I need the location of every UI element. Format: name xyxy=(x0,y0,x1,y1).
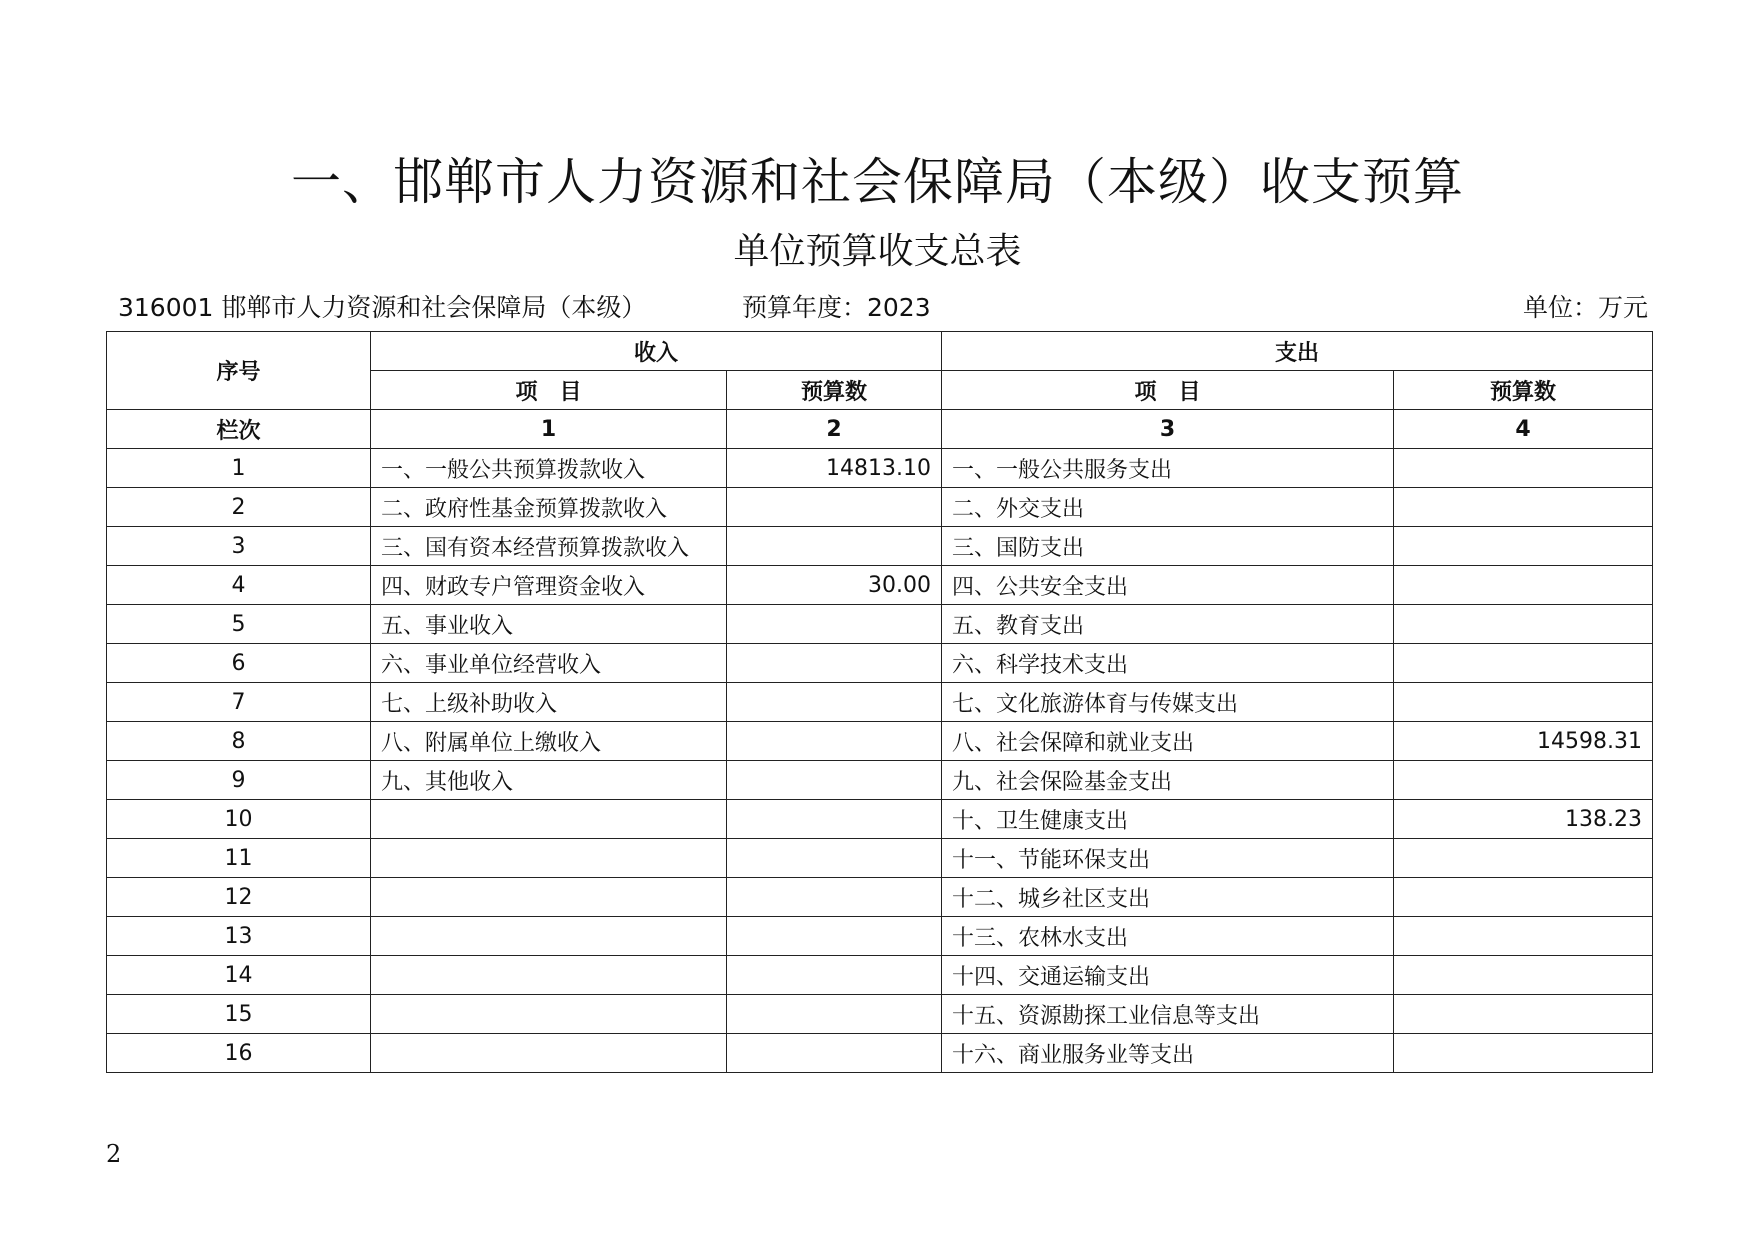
expense-amount: 138.23 xyxy=(1394,800,1653,839)
income-item: 二、政府性基金预算拨款收入 xyxy=(371,488,727,527)
table-row xyxy=(107,956,1653,995)
expense-item: 一、一般公共服务支出 xyxy=(942,449,1394,488)
table-row xyxy=(107,839,1653,878)
expense-item: 四、公共安全支出 xyxy=(942,566,1394,605)
expense-amount xyxy=(1394,761,1653,800)
col-order-2: 2 xyxy=(727,410,942,449)
expense-item: 十四、交通运输支出 xyxy=(942,956,1394,995)
table-row xyxy=(107,527,1653,566)
column-order-row xyxy=(107,410,1653,449)
meta-row xyxy=(118,291,1648,325)
expense-amount xyxy=(1394,995,1653,1034)
income-item xyxy=(371,878,727,917)
expense-amount xyxy=(1394,605,1653,644)
income-amount xyxy=(727,683,942,722)
expense-item: 十二、城乡社区支出 xyxy=(942,878,1394,917)
col-order-1: 1 xyxy=(371,410,727,449)
table-row xyxy=(107,1034,1653,1073)
expense-amount xyxy=(1394,1034,1653,1073)
expense-item: 八、社会保障和就业支出 xyxy=(942,722,1394,761)
page-title: 一、邯郸市人力资源和社会保障局（本级）收支预算 xyxy=(291,153,1464,211)
table-row xyxy=(107,644,1653,683)
expense-item: 三、国防支出 xyxy=(942,527,1394,566)
income-item: 九、其他收入 xyxy=(371,761,727,800)
table-row xyxy=(107,878,1653,917)
header-expense-amount: 预算数 xyxy=(1394,371,1653,410)
budget-year: 预算年度：2023 xyxy=(742,293,931,322)
expense-item: 十六、商业服务业等支出 xyxy=(942,1034,1394,1073)
income-amount xyxy=(727,995,942,1034)
expense-amount xyxy=(1394,917,1653,956)
header-income-item: 项 目 xyxy=(371,371,727,410)
table-row xyxy=(107,683,1653,722)
header-row-top xyxy=(107,332,1653,371)
row-number: 10 xyxy=(107,800,371,839)
expense-item: 二、外交支出 xyxy=(942,488,1394,527)
expense-item: 六、科学技术支出 xyxy=(942,644,1394,683)
expense-amount xyxy=(1394,527,1653,566)
row-number: 13 xyxy=(107,917,371,956)
income-amount: 14813.10 xyxy=(727,449,942,488)
income-amount xyxy=(727,1034,942,1073)
row-number: 15 xyxy=(107,995,371,1034)
row-number: 8 xyxy=(107,722,371,761)
expense-amount xyxy=(1394,839,1653,878)
row-number: 2 xyxy=(107,488,371,527)
header-seq: 序号 xyxy=(107,332,371,410)
income-item: 七、上级补助收入 xyxy=(371,683,727,722)
row-number: 1 xyxy=(107,449,371,488)
expense-amount xyxy=(1394,449,1653,488)
income-item: 一、一般公共预算拨款收入 xyxy=(371,449,727,488)
expense-item: 七、文化旅游体育与传媒支出 xyxy=(942,683,1394,722)
row-number: 12 xyxy=(107,878,371,917)
expense-item: 十五、资源勘探工业信息等支出 xyxy=(942,995,1394,1034)
col-order-3: 3 xyxy=(942,410,1394,449)
income-amount xyxy=(727,878,942,917)
table-row xyxy=(107,995,1653,1034)
income-amount xyxy=(727,956,942,995)
income-amount xyxy=(727,917,942,956)
header-expense: 支出 xyxy=(942,332,1653,371)
income-amount xyxy=(727,527,942,566)
income-item: 四、财政专户管理资金收入 xyxy=(371,566,727,605)
expense-amount xyxy=(1394,566,1653,605)
row-number: 14 xyxy=(107,956,371,995)
col-order-label: 栏次 xyxy=(107,410,371,449)
table-row xyxy=(107,800,1653,839)
income-item xyxy=(371,917,727,956)
income-item xyxy=(371,995,727,1034)
budget-summary-table xyxy=(106,331,1653,1073)
table-subtitle: 单位预算收支总表 xyxy=(733,231,1022,272)
income-item xyxy=(371,1034,727,1073)
header-expense-item: 项 目 xyxy=(942,371,1394,410)
row-number: 7 xyxy=(107,683,371,722)
expense-item: 十一、节能环保支出 xyxy=(942,839,1394,878)
row-number: 4 xyxy=(107,566,371,605)
table-row xyxy=(107,605,1653,644)
income-amount xyxy=(727,800,942,839)
table-row xyxy=(107,449,1653,488)
table-row xyxy=(107,917,1653,956)
income-item xyxy=(371,956,727,995)
expense-amount xyxy=(1394,488,1653,527)
income-amount xyxy=(727,644,942,683)
expense-item: 五、教育支出 xyxy=(942,605,1394,644)
row-number: 5 xyxy=(107,605,371,644)
income-item: 六、事业单位经营收入 xyxy=(371,644,727,683)
expense-amount: 14598.31 xyxy=(1394,722,1653,761)
expense-item: 十三、农林水支出 xyxy=(942,917,1394,956)
row-number: 3 xyxy=(107,527,371,566)
expense-item: 九、社会保险基金支出 xyxy=(942,761,1394,800)
income-amount xyxy=(727,605,942,644)
income-amount xyxy=(727,488,942,527)
header-income-amount: 预算数 xyxy=(727,371,942,410)
income-amount: 30.00 xyxy=(727,566,942,605)
expense-amount xyxy=(1394,956,1653,995)
table-row xyxy=(107,761,1653,800)
header-income: 收入 xyxy=(371,332,942,371)
expense-amount xyxy=(1394,683,1653,722)
expense-amount xyxy=(1394,878,1653,917)
row-number: 16 xyxy=(107,1034,371,1073)
row-number: 9 xyxy=(107,761,371,800)
table-row xyxy=(107,566,1653,605)
expense-amount xyxy=(1394,644,1653,683)
table-row xyxy=(107,722,1653,761)
row-number: 11 xyxy=(107,839,371,878)
col-order-4: 4 xyxy=(1394,410,1653,449)
income-item: 五、事业收入 xyxy=(371,605,727,644)
income-item: 三、国有资本经营预算拨款收入 xyxy=(371,527,727,566)
unit-code-name: 316001 邯郸市人力资源和社会保障局（本级） xyxy=(118,293,647,322)
table-row xyxy=(107,488,1653,527)
income-amount xyxy=(727,761,942,800)
currency-unit: 单位：万元 xyxy=(1522,293,1648,322)
expense-item: 十、卫生健康支出 xyxy=(942,800,1394,839)
income-item: 八、附属单位上缴收入 xyxy=(371,722,727,761)
income-amount xyxy=(727,722,942,761)
page-number: 2 xyxy=(106,1140,122,1168)
income-item xyxy=(371,839,727,878)
income-item xyxy=(371,800,727,839)
row-number: 6 xyxy=(107,644,371,683)
income-amount xyxy=(727,839,942,878)
